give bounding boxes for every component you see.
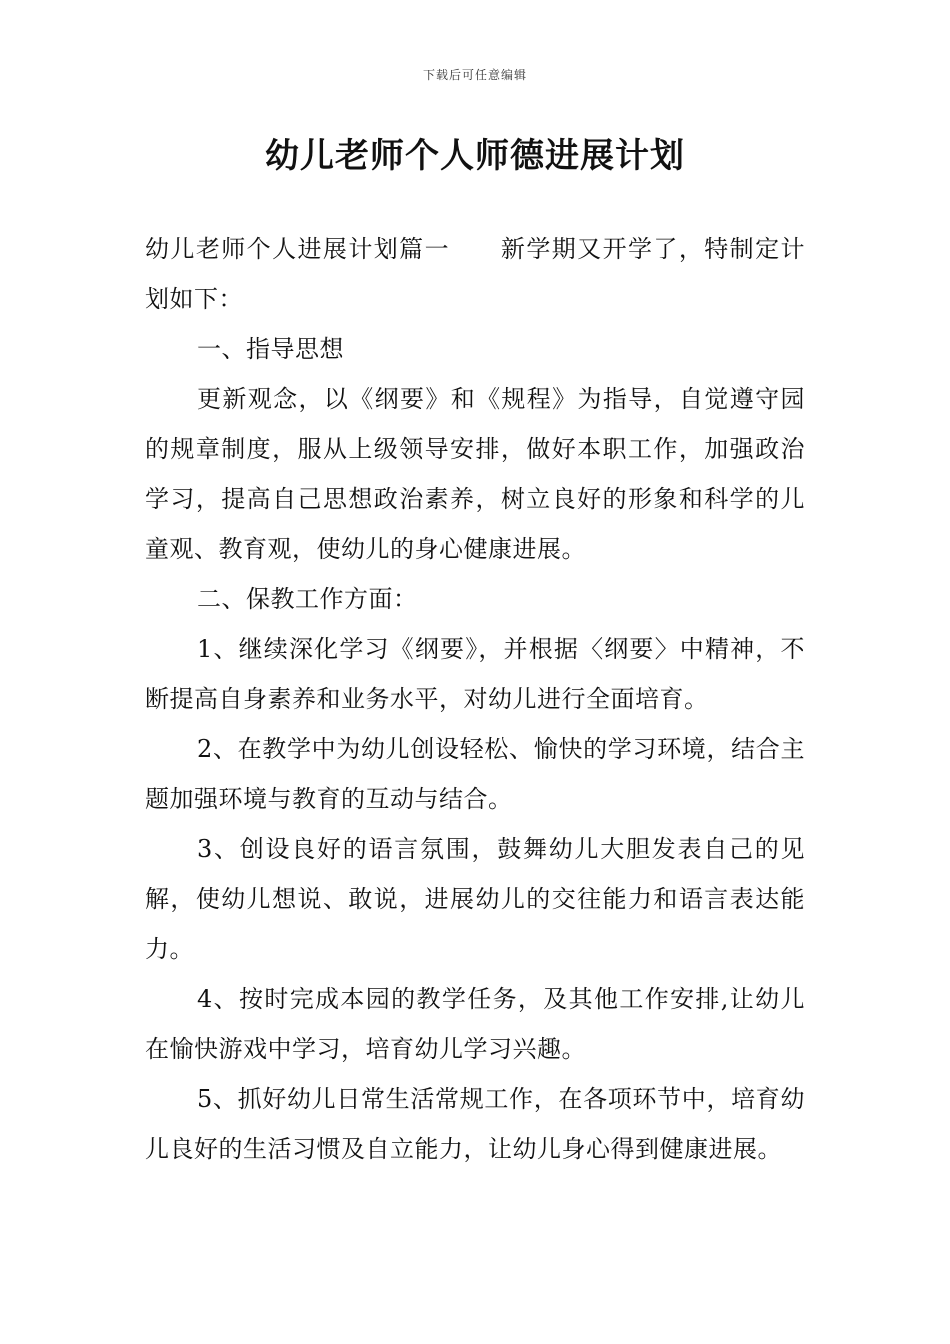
list-item-2: 2、在教学中为幼儿创设轻松、愉快的学习环境，结合主题加强环境与教育的互动与结合。 <box>145 735 805 813</box>
section1-heading: 一、指导思想 <box>197 335 344 363</box>
section2-heading: 二、保教工作方面： <box>197 585 418 613</box>
header-note: 下载后可任意编辑 <box>422 68 527 82</box>
document-body <box>145 224 805 1174</box>
intro-right: 新学期又开学了，特制定计划如下： <box>145 235 805 313</box>
list-item-5: 5、抓好幼儿日常生活常规工作，在各项环节中，培育幼儿良好的生活习惯及自立能力，让幼儿身心得到健康进展。 <box>145 1085 805 1163</box>
section1-body: 更新观念，以《纲要》和《规程》为指导，自觉遵守园的规章制度，服从上级领导安排，做好本职工作，加强政治学习，提高自己思想政治素养，树立良好的形象和科学的儿童观、教育观，使幼儿的身心健康进展。 <box>145 385 805 563</box>
intro-left: 幼儿老师个人进展计划篇一 <box>145 235 450 263</box>
list-item-4: 4、按时完成本园的教学任务，及其他工作安排,让幼儿在愉快游戏中学习，培育幼儿学习兴趣。 <box>145 985 805 1063</box>
list-item-1: 1、继续深化学习《纲要》，并根据〈纲要〉中精神，不断提高自身素养和业务水平，对幼儿进行全面培育。 <box>145 635 805 713</box>
document-title: 幼儿老师个人师德进展计划 <box>265 136 685 176</box>
list-item-3: 3、创设良好的语言氛围，鼓舞幼儿大胆发表自己的见解，使幼儿想说、敢说，进展幼儿的交往能力和语言表达能力。 <box>145 835 805 963</box>
intro-paragraph <box>145 224 805 324</box>
